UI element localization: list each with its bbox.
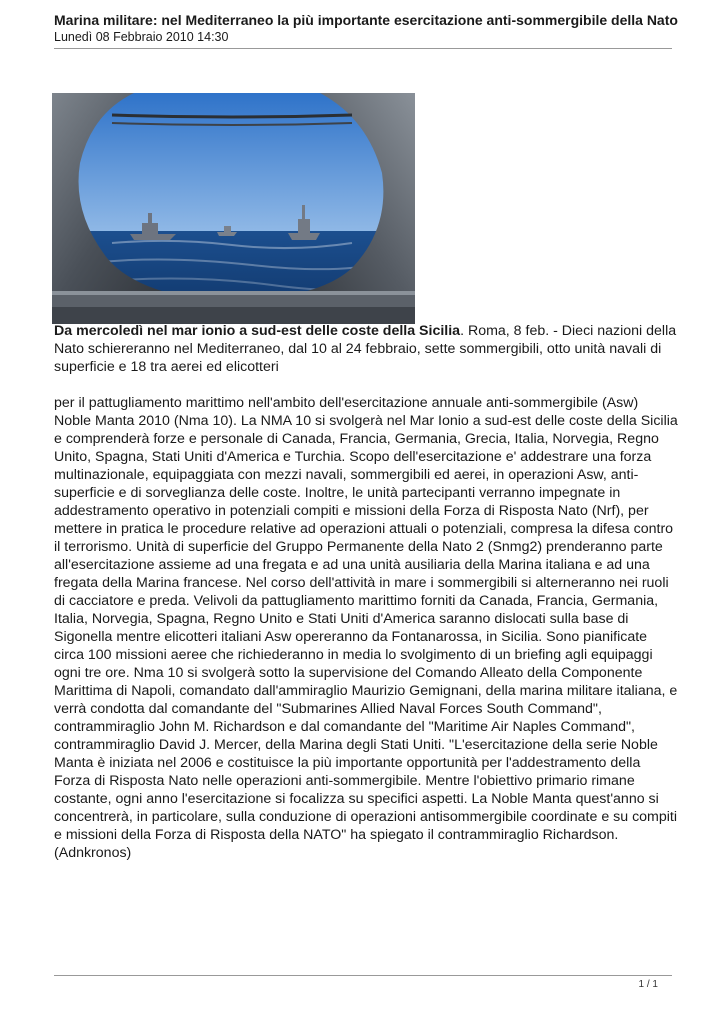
lead-paragraph <box>54 322 679 376</box>
page-number: 1 / 1 <box>638 979 658 990</box>
article-title: Marina militare: nel Mediterraneo la più importante esercitazione anti-sommergibile della Nato <box>54 12 678 28</box>
page-header <box>54 12 678 45</box>
body-paragraph: per il pattugliamento marittimo nell'ambito dell'esercitazione annuale anti-sommergibile (Asw) Noble Manta 2010 (Nma 10). La NMA 10 si svolgerà nel Mar Ionio a sud-est delle coste della Sicilia e comprenderà forze e personale di Canada, Francia, Germania, Grecia, Italia, Norvegia, Regno Unito, Spagna, Stati Uniti d'America e Turchia. Scopo dell'esercitazione e' addestrare una forza multinazionale, equipaggiata con mezzi navali, sommergibili ed aerei, in operazioni Asw, anti-superficie e di sorveglianza delle coste. Inoltre, le unità partecipanti verranno impegnate in addestramento operativo in potenziali compiti e missioni della Forza di Risposta Nato (Nrf), per mettere in pratica le procedure relative ad operazioni attuali o potenziali, compresa la difesa contro il terrorismo. Unità di superficie del Gruppo Permanente della Nato 2 (Snmg2) prenderanno parte all'esercitazione assieme ad una fregata e ad una unità ausiliaria della Marina italiana e ad una fregata della Marina francese. Nel corso dell'attività in mare i sommergibili si alterneranno nei ruoli di cacciatore e preda. Velivoli da pattugliamento marittimo forniti da Canada, Francia, Germania, Italia, Norvegia, Spagna, Regno Unito e Stati Uniti d'America saranno dislocati sulla base di Sigonella mentre elicotteri italiani Asw opereranno da Fontanarossa, in Sicilia. Sono pianificate circa 100 missioni aeree che richiederanno in media lo svolgimento di un briefing agli equipaggi ogni tre ore. Nma 10 si svolgerà sotto la supervisione del Comando Alleato della Componente Marittima di Napoli, comandato dall'ammiraglio Maurizio Gemignani, della marina militare italiana, e verrà condotta dal comandante del "Submarines Allied Naval Forces South Command", contrammiraglio John M. Richardson e dal comandante del "Maritime Air Naples Command", contrammiraglio David J. Mercer, della Marina degli Stati Uniti. "L'esercitazione della serie Noble Manta è iniziata nel 2006 e costituisce la più importante opportunità per l'addestramento della Forza di Risposta Nato nelle operazioni anti-sommergibile. Mentre l'obiettivo primario rimane costante, ogni anno l'esercitazione si focalizza su specifici aspetti. La Noble Manta quest'anno si concentrerà, in particolare, sulla conduzione di operazioni antisommergibile coordinate e su compiti e missioni della Forza di Risposta della NATO" ha spiegato il contrammiraglio Richardson. (Adnkronos) <box>54 395 678 861</box>
header-divider <box>54 48 672 49</box>
paragraph-spacer <box>54 376 679 394</box>
article-body <box>54 322 679 862</box>
article-date: Lunedì 08 Febbraio 2010 14:30 <box>54 30 229 44</box>
footer-divider <box>54 975 672 976</box>
lead-text: . Roma, 8 feb. - Dieci nazioni della Nato schiereranno nel Mediterraneo, dal 10 al 24 febbraio, sette sommergibili, otto unità navali di superficie e 18 tra aerei ed elicotteri <box>54 323 677 375</box>
lead-subtitle: Da mercoledì nel mar ionio a sud-est delle coste della Sicilia <box>54 323 461 339</box>
article-photo <box>52 93 415 324</box>
